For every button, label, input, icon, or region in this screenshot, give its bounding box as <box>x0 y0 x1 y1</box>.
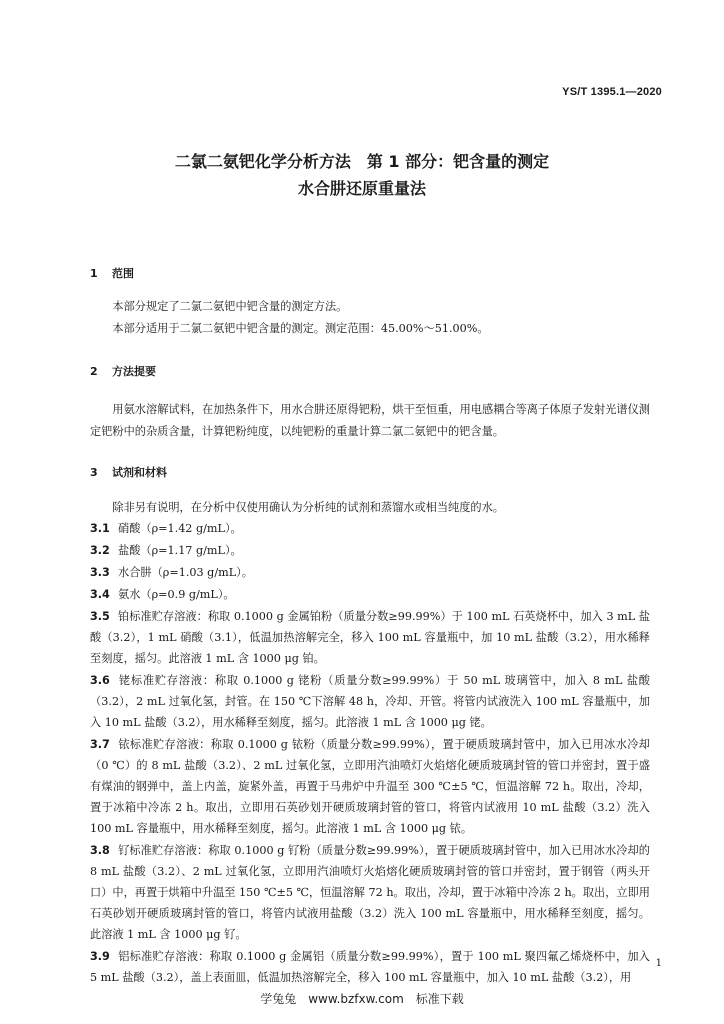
reagent-text: 铝标准贮存溶液：称取 0.1000 g 金属铝（质量分数≥99.99%），置于 100 mL 聚四氟乙烯烧杯中，加入 5 mL 盐酸（3.2），盖上表面皿，低温加热溶解完全，移入 100 mL 容量瓶中，加入 10 mL 盐酸（3.2），用 <box>90 950 650 984</box>
reagent-number: 3.5 <box>90 610 110 623</box>
section-number: 3 <box>90 466 98 479</box>
reagent-item <box>90 606 650 669</box>
reagent-number: 3.6 <box>90 674 110 687</box>
scope-paragraph-2: 本部分适用于二氯二氨钯中钯含量的测定。测定范围：45.00%～51.00%。 <box>112 322 489 335</box>
reagents-intro: 除非另有说明，在分析中仅使用确认为分析纯的试剂和蒸馏水或相当纯度的水。 <box>112 501 504 514</box>
reagent-text: 铂标准贮存溶液：称取 0.1000 g 金属铂粉（质量分数≥99.99%）于 100 mL 石英烧杯中，加入 3 mL 盐酸（3.2），1 mL 硝酸（3.1），低温加热溶解完全，移入 100 mL 容量瓶中，加 10 mL 盐酸（3.2），用水稀释至刻度，摇匀。此溶液 1 mL 含 1000 μg 铂。 <box>90 610 650 665</box>
section-title: 试剂和材料 <box>112 466 167 479</box>
section-heading-reagents <box>90 464 167 480</box>
title-line-1: 二氯二氨钯化学分析方法 第 1 部分：钯含量的测定 <box>174 152 550 171</box>
reagent-text: 硝酸（ρ=1.42 g/mL）。 <box>118 522 242 535</box>
reagent-text: 铱标准贮存溶液：称取 0.1000 g 铱粉（质量分数≥99.99%），置于硬质玻璃封管中，加入已用冰水冷却（0 ℃）的 8 mL 盐酸（3.2）、2 mL 过氧化氢，立即用汽油喷灯火焰熔化硬质玻璃封管的管口并密封，置于盛有煤油的钢弹中，盖上内盖，旋紧外盖，再置于马弗炉中升温至 300 ℃±5 ℃，恒温溶解 72 h。取出，冷却，置于冰箱中冷冻 2 h。取出，立即用石英砂划开硬质玻璃封管的管口，将管内试液用 10 mL 盐酸（3.2）洗入 100 mL 容量瓶中，用水稀释至刻度，摇匀。此溶液 1 mL 含 1000 μg 铱。 <box>90 738 650 835</box>
reagent-item <box>90 562 650 583</box>
section-heading-method <box>90 363 156 379</box>
reagent-item <box>90 540 650 561</box>
reagent-number: 3.1 <box>90 522 110 535</box>
reagent-text: 钌标准贮存溶液：称取 0.1000 g 钌粉（质量分数≥99.99%），置于硬质玻璃封管中，加入已用冰水冷却的 8 mL 盐酸（3.2）、2 mL 过氧化氢，立即用汽油喷灯火焰熔化硬质玻璃封管的管口并密封，置于钢管（两头开口）中，再置于烘箱中升温至 150 ℃±5 ℃，恒温溶解 72 h。取出，冷却，置于冰箱中冷冻 2 h。取出，立即用石英砂划开硬质玻璃封管的管口，将管内试液用盐酸（3.2）洗入 100 mL 容量瓶中，用水稀释至刻度，摇匀。此溶液 1 mL 含 1000 μg 钌。 <box>90 844 650 941</box>
reagent-item <box>90 840 650 945</box>
reagent-text: 水合肼（ρ=1.03 g/mL）。 <box>118 566 253 579</box>
reagent-item <box>90 734 650 839</box>
reagent-list <box>90 518 650 989</box>
document-title <box>0 148 724 202</box>
reagent-text: 氨水（ρ=0.9 g/mL）。 <box>118 588 235 601</box>
reagent-item <box>90 670 650 733</box>
footer-watermark: 学兔兔 www.bzfxw.com 标准下载 <box>260 992 464 1006</box>
scope-paragraph-1: 本部分规定了二氯二氨钯中钯含量的测定方法。 <box>112 300 348 313</box>
reagent-text: 铑标准贮存溶液：称取 0.1000 g 铑粉（质量分数≥99.99%）于 50 mL 玻璃管中，加入 8 mL 盐酸（3.2），2 mL 过氧化氢，封管。在 150 ℃下溶解 48 h，冷却、开管。将管内试液洗入 100 mL 容量瓶中，加入 10 mL 盐酸（3.2），用水稀释至刻度，摇匀。此溶液 1 mL 含 1000 μg 铑。 <box>90 674 650 729</box>
reagent-number: 3.3 <box>90 566 110 579</box>
standard-number: YS/T 1395.1—2020 <box>562 86 662 98</box>
section-title: 范围 <box>112 267 134 280</box>
reagent-number: 3.8 <box>90 844 110 857</box>
method-summary-paragraph: 用氨水溶解试料，在加热条件下，用水合肼还原得钯粉，烘干至恒重，用电感耦合等离子体原子发射光谱仪测定钯粉中的杂质含量，计算钯粉纯度，以纯钯粉的重量计算二氯二氨钯中的钯含量。 <box>90 403 650 438</box>
title-line-2: 水合肼还原重量法 <box>297 179 426 198</box>
reagent-number: 3.9 <box>90 950 110 963</box>
reagent-item <box>90 518 650 539</box>
reagent-text: 盐酸（ρ=1.17 g/mL）。 <box>118 544 242 557</box>
page-number: 1 <box>655 958 662 969</box>
reagent-item <box>90 946 650 988</box>
section-heading-scope <box>90 265 134 281</box>
reagent-number: 3.4 <box>90 588 110 601</box>
section-number: 1 <box>90 267 98 280</box>
section-number: 2 <box>90 365 98 378</box>
reagent-number: 3.7 <box>90 738 110 751</box>
reagent-item <box>90 584 650 605</box>
reagent-number: 3.2 <box>90 544 110 557</box>
section-title: 方法提要 <box>112 365 156 378</box>
